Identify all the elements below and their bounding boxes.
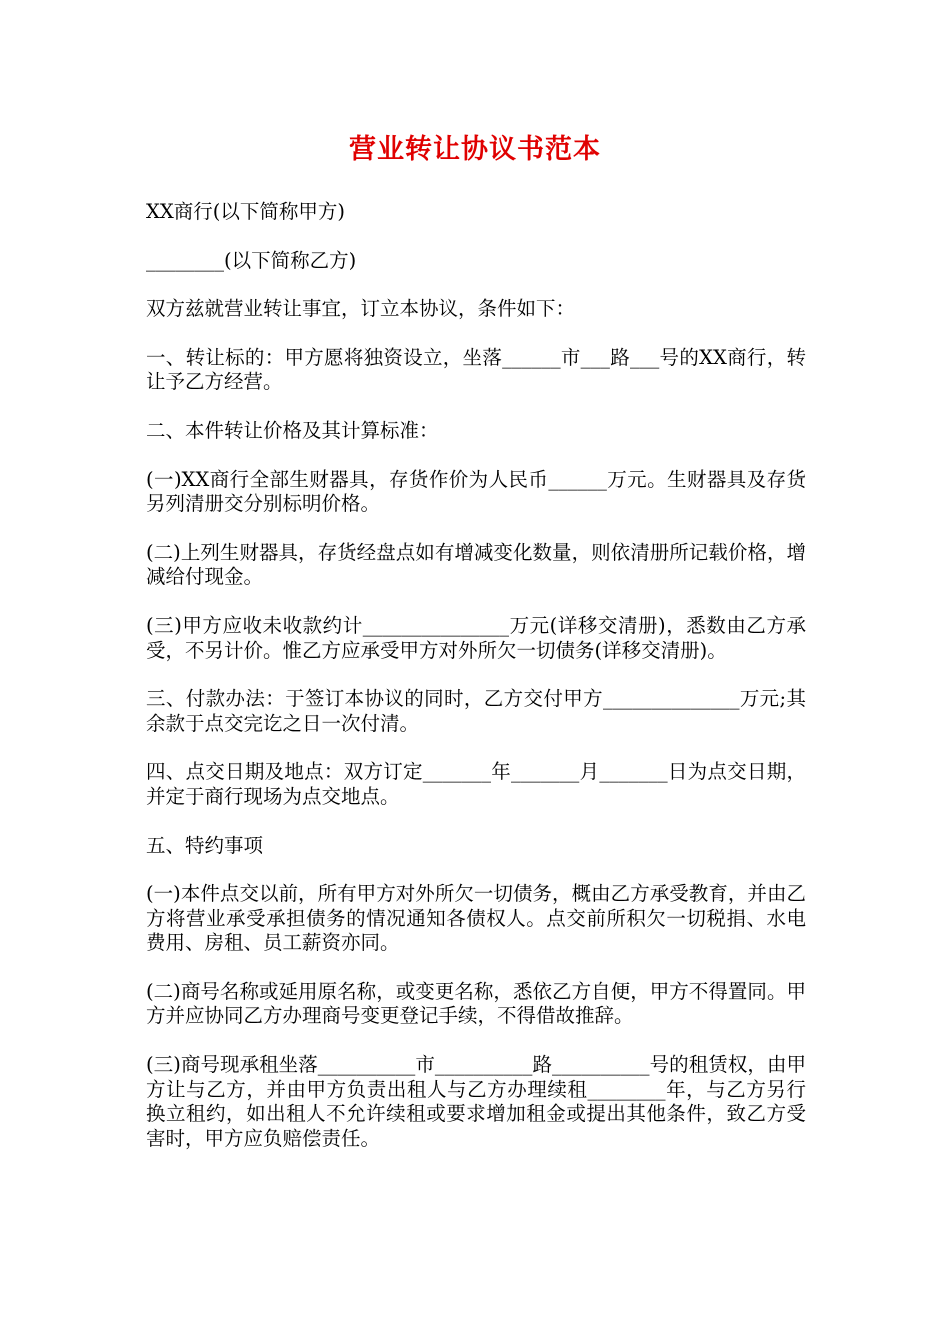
clause-5-heading: 五、特约事项: [146, 833, 264, 857]
clause-1-transfer-subject: 一、转让标的：甲方愿将独资设立，坐落______市___路___号的XX商行，转让予乙方经营。: [146, 345, 806, 394]
clause-4-handover: 四、点交日期及地点：双方订定_______年_______月_______日为点交日期，并定于商行现场为点交地点。: [146, 760, 806, 808]
clause-2-item-3: (三)甲方应收未收款约计_______________万元(详移交清册)，悉数由乙方承受，不另计价。惟乙方应承受甲方对外所欠一切债务(详移交清册)。: [146, 613, 806, 662]
clause-3-payment: 三、付款办法：于签订本协议的同时，乙方交付甲方______________万元;其余款于点交完讫之日一次付清。: [146, 687, 806, 735]
party-b-line: ________(以下简称乙方): [146, 248, 357, 272]
clause-2-item-2: (二)上列生财器具，存货经盘点如有增减变化数量，则依清册所记载价格，增减给付现金。: [146, 540, 806, 589]
agreement-intro: 双方兹就营业转让事宜，订立本协议，条件如下：: [146, 297, 576, 321]
clause-5-item-3: (三)商号现承租坐落__________市__________路__________号的租赁权，由甲方让与乙方，并由甲方负责出租人与乙方办理续租________年，与乙方另行换立租约，如出租人不允许续租或要求增加租金或提出其他条件，致乙方受害时，甲方应负赔偿责任。: [146, 1053, 806, 1150]
party-a-line: XX商行(以下简称甲方): [146, 200, 345, 223]
clause-2-item-1: (一)XX商行全部生财器具，存货作价为人民币______万元。生财器具及存货另列清册交分别标明价格。: [146, 467, 806, 516]
clause-5-item-2: (二)商号名称或延用原名称，或变更名称，悉依乙方自便，甲方不得置同。甲方并应协同乙方办理商号变更登记手续，不得借故推辞。: [146, 979, 806, 1028]
document-title: 营业转让协议书范本: [349, 134, 601, 165]
document-body: [146, 200, 806, 1175]
clause-5-item-1: (一)本件点交以前，所有甲方对外所欠一切债务，概由乙方承受教育，并由乙方将营业承受承担债务的情况通知各债权人。点交前所积欠一切税捐、水电费用、房租、员工薪资亦同。: [146, 882, 806, 955]
clause-2-heading: 二、本件转让价格及其计算标准：: [146, 418, 439, 442]
